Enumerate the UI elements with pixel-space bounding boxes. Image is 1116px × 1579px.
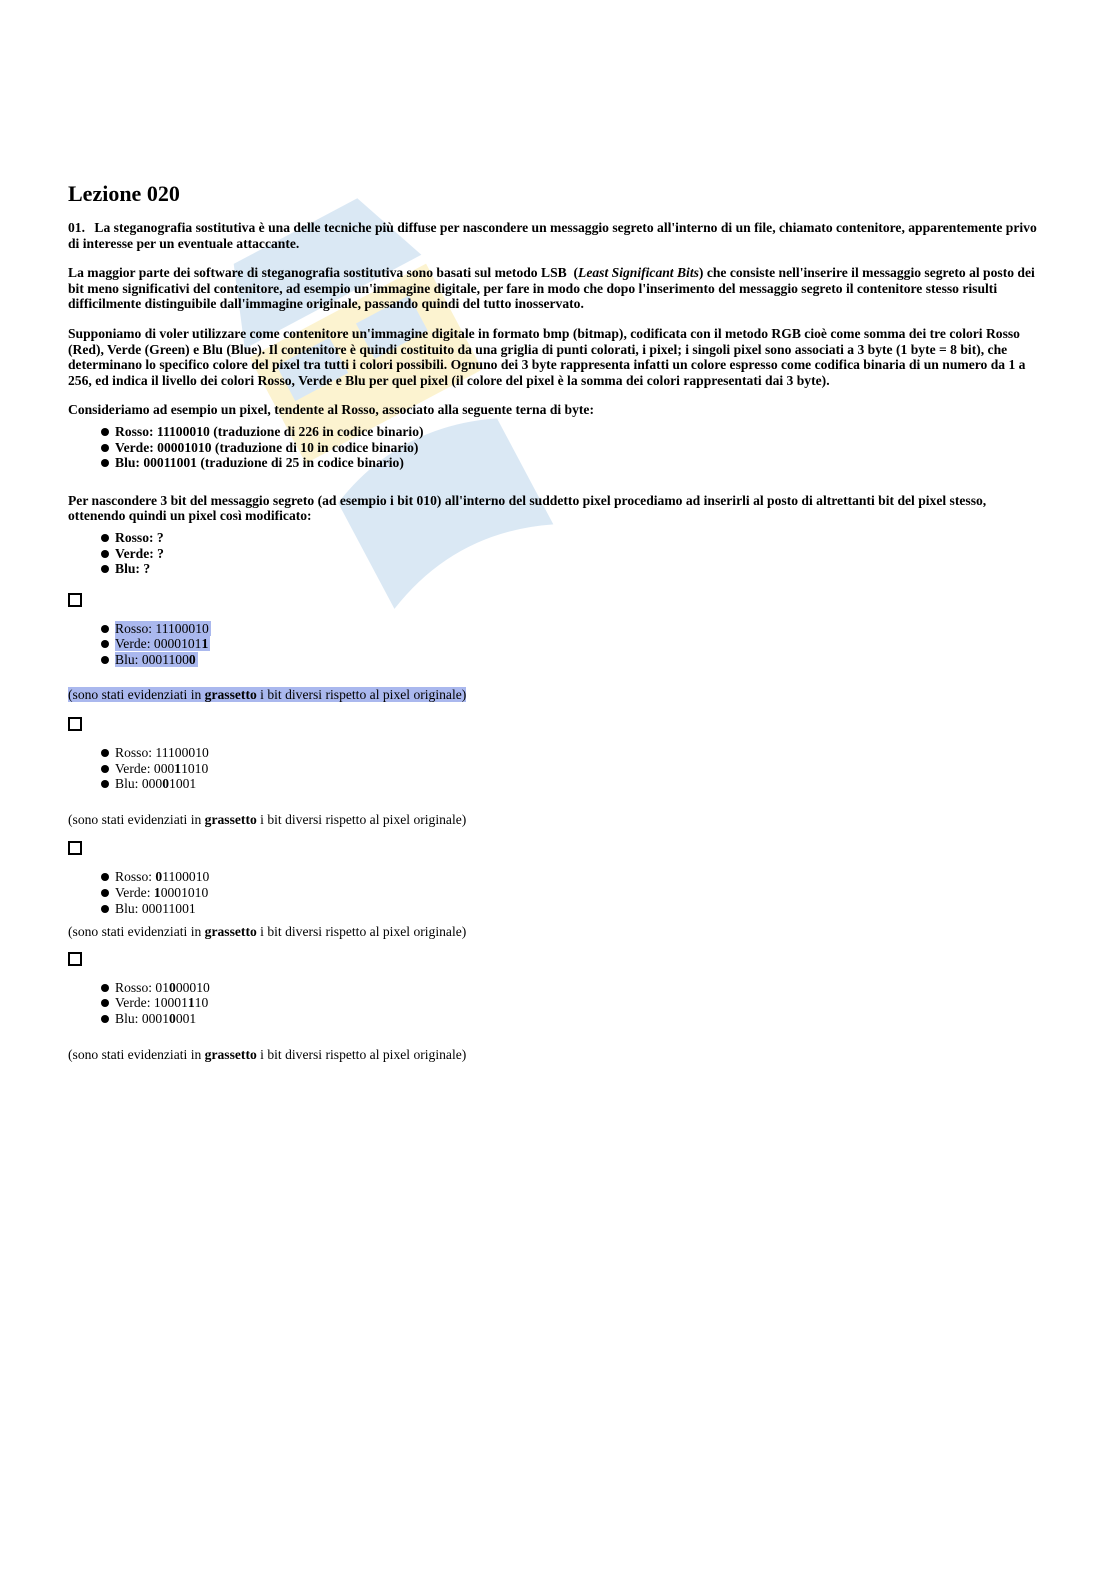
answer-checkbox-1[interactable]: [68, 593, 82, 607]
lesson-content: [68, 180, 1043, 1062]
option-2-note: (sono stati evidenziati in grassetto i bit diversi rispetto al pixel originale): [68, 811, 467, 827]
answer-option-2: [68, 717, 1043, 827]
bullet-icon: [101, 550, 109, 558]
list-item: Blu: 00011001 (traduzione di 25 in codice binario): [101, 455, 1043, 471]
list-item: Verde: ?: [101, 546, 1043, 562]
option-1-note: (sono stati evidenziati in grassetto i bit diversi rispetto al pixel originale): [68, 687, 467, 703]
answer-checkbox-3[interactable]: [68, 841, 82, 855]
list-item: Verde: 00001010 (traduzione di 10 in codice binario): [101, 440, 1043, 456]
list-item: Rosso: 01100010: [101, 869, 1043, 885]
answer-option-3: [68, 841, 1043, 939]
rgb-paragraph: Supponiamo di voler utilizzare come contenitore un'immagine digitale in formato bmp (bitmap), codificata con il metodo RGB cioè come somma dei tre colori Rosso (Red), Verde (Green) e Blu (Blue). Il contenitore è quindi costituito da una griglia di punti colorati, i pixel; i singoli pixel sono associati a 3 byte (1 byte = 8 bit), che determinano lo specifico colore del pixel tra tutti i colori possibili. Ognuno dei 3 byte rappresenta infatti un colore espresso come codifica binaria di un numero da 1 a 256, ed indica il livello dei colori Rosso, Verde e Blu per quel pixel (il colore del pixel è la somma dei colori rappresentati dai 3 byte).: [68, 325, 1026, 388]
answer-option-1: [68, 593, 1043, 703]
list-item: Verde: 10001010: [101, 885, 1043, 901]
option-3-list: [68, 869, 1043, 916]
bullet-icon: [101, 640, 109, 648]
list-item: Rosso: ?: [101, 530, 1043, 546]
modified-pixel-list: [68, 530, 1043, 577]
bullet-icon: [101, 534, 109, 542]
list-item: Verde: 00001011: [101, 636, 1043, 652]
option-2-list: [68, 745, 1043, 792]
list-item: Blu: 00011001: [101, 901, 1043, 917]
page-title: Lezione 020: [68, 181, 180, 206]
bullet-icon: [101, 749, 109, 757]
bullet-icon: [101, 999, 109, 1007]
list-item: Blu: ?: [101, 561, 1043, 577]
answer-option-4: [68, 952, 1043, 1062]
bullet-icon: [101, 780, 109, 788]
list-item: Rosso: 11100010: [101, 621, 1043, 637]
list-item: Rosso: 11100010: [101, 745, 1043, 761]
bullet-icon: [101, 565, 109, 573]
list-item: Blu: 00011000: [101, 652, 1043, 668]
bullet-icon: [101, 889, 109, 897]
bullet-icon: [101, 459, 109, 467]
option-1-list: [68, 621, 1043, 668]
question-number: 01.: [68, 220, 85, 235]
list-item: Blu: 00010001: [101, 1011, 1043, 1027]
list-item: Verde: 10001110: [101, 995, 1043, 1011]
bullet-icon: [101, 905, 109, 913]
list-item: Blu: 00001001: [101, 776, 1043, 792]
bullet-icon: [101, 428, 109, 436]
option-4-note: (sono stati evidenziati in grassetto i bit diversi rispetto al pixel originale): [68, 1046, 467, 1062]
bullet-icon: [101, 765, 109, 773]
bullet-icon: [101, 984, 109, 992]
list-item: Rosso: 01000010: [101, 980, 1043, 996]
option-3-note: (sono stati evidenziati in grassetto i bit diversi rispetto al pixel originale): [68, 924, 467, 940]
example-paragraph: Consideriamo ad esempio un pixel, tendente al Rosso, associato alla seguente terna di byte:: [68, 402, 594, 418]
original-pixel-list: [68, 424, 1043, 471]
bullet-icon: [101, 625, 109, 633]
list-item: Verde: 00011010: [101, 761, 1043, 777]
embedding-paragraph: Per nascondere 3 bit del messaggio segreto (ad esempio i bit 010) all'interno del suddetto pixel procediamo ad inserirli al posto di altrettanti bit del pixel stesso, ottenendo quindi un pixel così modificato:: [68, 492, 987, 524]
lsb-paragraph: La maggior parte dei software di steganografia sostitutiva sono basati sul metodo LSB (Least Significant Bits) che consiste nell'inserire il messaggio segreto al posto dei bit meno significativi del contenitore, ad esempio un'immagine digitale, per fare in modo che dopo l'inserimento del messaggio segreto il contenitore stesso risulti difficilmente distinguibile dall'immagine originale, passando quindi del tutto inosservato.: [68, 265, 1035, 312]
answer-checkbox-4[interactable]: [68, 952, 82, 966]
answer-checkbox-2[interactable]: [68, 717, 82, 731]
question-intro: 01. La steganografia sostitutiva è una delle tecniche più diffuse per nascondere un messaggio segreto all'interno di un file, chiamato contenitore, apparentemente privo di interesse per un eventuale attaccante.: [68, 220, 1037, 251]
option-4-list: [68, 980, 1043, 1027]
list-item: Rosso: 11100010 (traduzione di 226 in codice binario): [101, 424, 1043, 440]
bullet-icon: [101, 1015, 109, 1023]
bullet-icon: [101, 873, 109, 881]
bullet-icon: [101, 444, 109, 452]
bullet-icon: [101, 656, 109, 664]
